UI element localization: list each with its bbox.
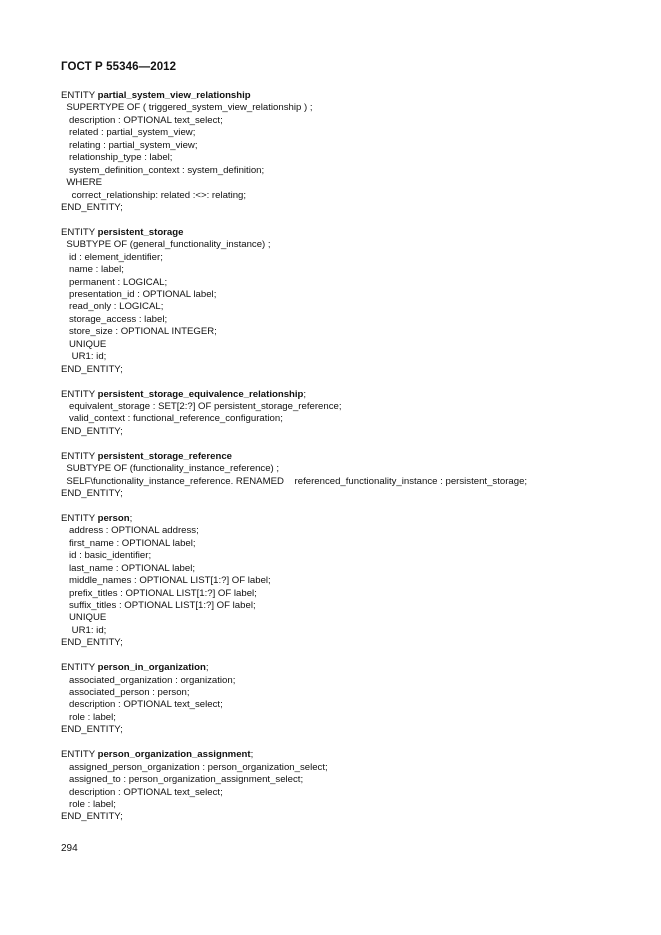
- entity-end: END_ENTITY;: [61, 488, 123, 499]
- entity-line: SELF\functionality_instance_reference. RENAMED referenced_functionality_instance : persistent_storage;: [61, 475, 528, 487]
- entity-declaration: [61, 662, 641, 674]
- entity-declaration-terminator: ;: [250, 749, 254, 761]
- entity-declaration: [61, 749, 641, 761]
- entity-declaration: [61, 227, 641, 239]
- entity-line: id : element_identifier;: [61, 251, 163, 263]
- entity-line: store_size : OPTIONAL INTEGER;: [61, 326, 217, 338]
- entity-block: [61, 451, 641, 501]
- entity-line: SUBTYPE OF (functionality_instance_reference) ;: [61, 463, 280, 475]
- entity-declaration-terminator: ;: [205, 662, 209, 674]
- entity-end: END_ENTITY;: [61, 425, 123, 437]
- entity-keyword: ENTITY: [61, 512, 98, 524]
- entity-line: correct_relationship: related :<>: relating;: [61, 189, 247, 201]
- entity-name: persistent_storage: [97, 226, 184, 238]
- entity-name: persistent_storage_equivalence_relationship: [97, 388, 304, 400]
- entity-end: END_ENTITY;: [61, 724, 123, 736]
- entity-line: WHERE: [61, 177, 103, 189]
- entity-declaration: [61, 389, 641, 401]
- entity-keyword: ENTITY: [61, 90, 98, 101]
- entity-line: UNIQUE: [61, 338, 107, 350]
- page-number: 294: [61, 843, 78, 854]
- entity-block: [61, 662, 641, 737]
- entity-keyword: ENTITY: [61, 662, 98, 674]
- entity-end: END_ENTITY;: [61, 201, 123, 213]
- entity-name: person_organization_assignment: [97, 749, 251, 761]
- entity-line: storage_access : label;: [61, 313, 168, 325]
- entity-line: valid_context : functional_reference_configuration;: [61, 413, 283, 425]
- entity-keyword: ENTITY: [61, 226, 98, 238]
- entity-keyword: ENTITY: [61, 749, 98, 761]
- entity-line: assigned_person_organization : person_organization_select;: [61, 761, 328, 773]
- entity-line: equivalent_storage : SET[2:?] OF persistent_storage_reference;: [61, 400, 342, 412]
- entity-line: role : label;: [61, 798, 116, 810]
- entity-end: END_ENTITY;: [61, 637, 123, 649]
- entity-line: suffix_titles : OPTIONAL LIST[1:?] OF label;: [61, 599, 256, 611]
- entity-end: END_ENTITY;: [61, 363, 123, 375]
- entity-declaration: [61, 451, 641, 463]
- entity-line: system_definition_context : system_definition;: [61, 164, 265, 176]
- entity-line: associated_organization : organization;: [61, 674, 236, 686]
- entity-block: [61, 513, 641, 650]
- entity-line: relationship_type : label;: [61, 152, 173, 164]
- document-standard-header: ГОСТ Р 55346—2012: [61, 61, 177, 73]
- entity-line: presentation_id : OPTIONAL label;: [61, 289, 217, 300]
- entity-declaration: [61, 513, 641, 525]
- entity-line: description : OPTIONAL text_select;: [61, 786, 223, 798]
- entity-line: role : label;: [61, 711, 116, 723]
- entity-line: last_name : OPTIONAL label;: [61, 562, 196, 574]
- entity-name: person: [97, 512, 130, 524]
- entity-keyword: ENTITY: [61, 450, 98, 462]
- entity-line: first_name : OPTIONAL label;: [61, 537, 196, 549]
- entity-line: read_only : LOGICAL;: [61, 301, 164, 313]
- entity-line: assigned_to : person_organization_assignment_select;: [61, 774, 304, 786]
- entity-name: persistent_storage_reference: [97, 450, 232, 462]
- entity-line: relating : partial_system_view;: [61, 139, 198, 151]
- entity-name: person_in_organization: [97, 662, 206, 674]
- entity-line: SUBTYPE OF (general_functionality_instance) ;: [61, 239, 271, 251]
- entity-line: UR1: id;: [61, 624, 107, 636]
- entity-line: address : OPTIONAL address;: [61, 525, 199, 537]
- entity-line: description : OPTIONAL text_select;: [61, 114, 223, 126]
- entity-end: END_ENTITY;: [61, 811, 123, 823]
- entity-line: prefix_titles : OPTIONAL LIST[1:?] OF label;: [61, 587, 257, 599]
- entity-line: UNIQUE: [61, 612, 107, 624]
- entity-line: name : label;: [61, 264, 124, 276]
- entity-line: permanent : LOGICAL;: [61, 276, 168, 288]
- entity-block: [61, 227, 641, 376]
- entity-block: [61, 749, 641, 824]
- entity-block: [61, 90, 641, 214]
- entity-line: id : basic_identifier;: [61, 550, 152, 562]
- entity-line: SUPERTYPE OF ( triggered_system_view_relationship ) ;: [61, 102, 313, 114]
- entity-declaration: [61, 90, 641, 102]
- entity-line: associated_person : person;: [61, 687, 190, 698]
- entity-name: partial_system_view_relationship: [97, 90, 251, 101]
- entity-declaration-terminator: ;: [303, 388, 307, 400]
- express-schema-listing: [61, 90, 641, 836]
- entity-line: middle_names : OPTIONAL LIST[1:?] OF label;: [61, 575, 271, 587]
- entity-declaration-terminator: ;: [129, 512, 133, 524]
- entity-line: UR1: id;: [61, 351, 107, 363]
- entity-block: [61, 389, 641, 439]
- entity-keyword: ENTITY: [61, 388, 98, 400]
- entity-line: description : OPTIONAL text_select;: [61, 699, 223, 711]
- entity-line: related : partial_system_view;: [61, 127, 196, 139]
